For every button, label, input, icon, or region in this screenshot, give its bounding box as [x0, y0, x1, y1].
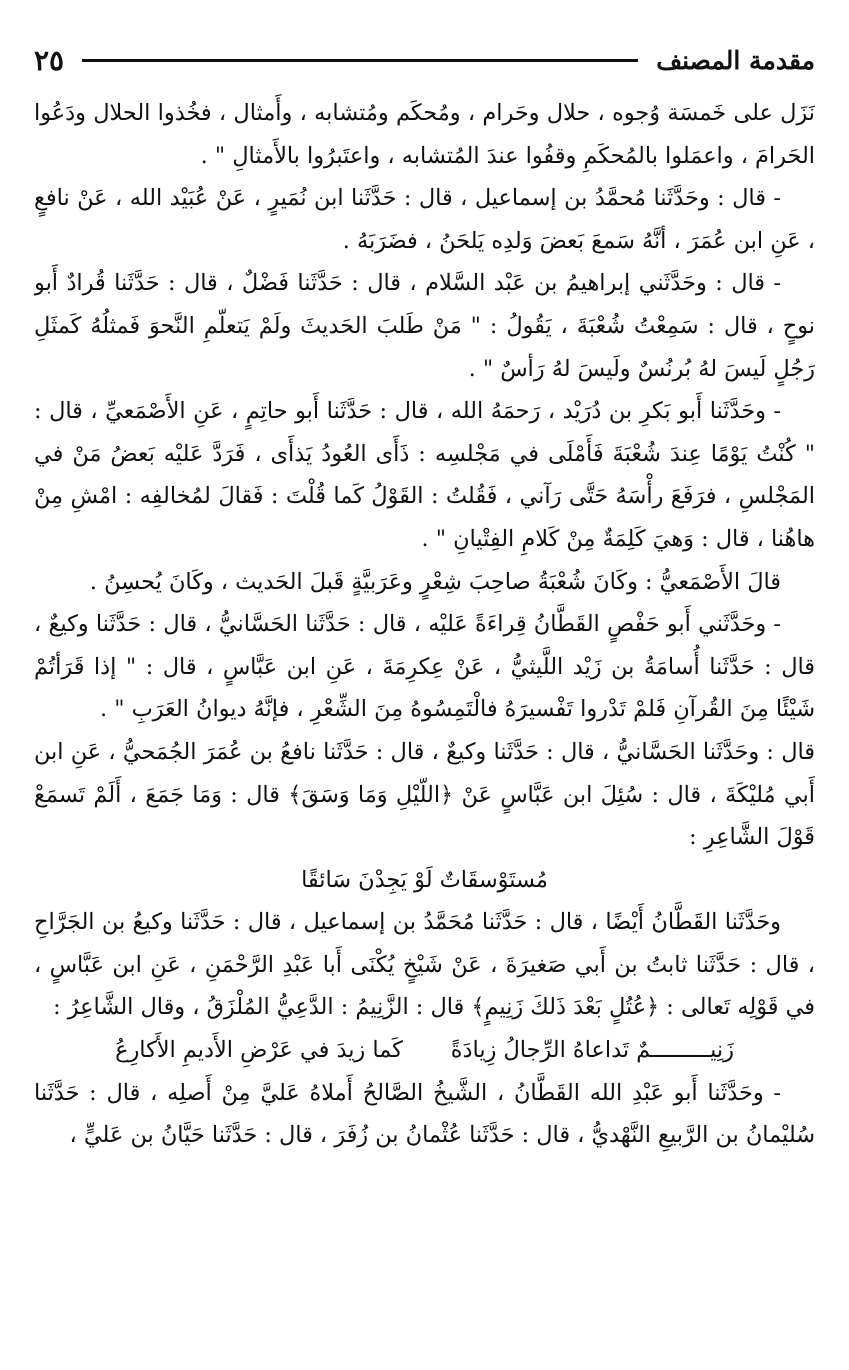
paragraph: نَزَل على خَمسَة وُجوه ، حلال وحَرام ، ومُحكَم ومُتشابه ، وأَمثال ، فخُذوا الحلال ودَعُوا الحَرامَ ، واعمَلوا بالمُحكَمِ وقفُوا عندَ المُتشابه ، واعتَبرُوا بالأَمثالِ " .: [34, 100, 815, 169]
paragraph: قالَ الأَصْمَعيُّ : وكَانَ شُعْبَةُ صاحِبَ شِعْرٍ وعَرَبيَّةٍ قَبلَ الحَديث ، وكَانَ يُحسِنُ .: [89, 568, 781, 595]
page-header: [34, 28, 815, 92]
paragraph: - وحَدَّثَني أَبو حَفْصٍ القَطَّانُ قِراءَةً عَليْه ، قال : حَدَّثَنا الحَسَّانيُّ ، قال : حَدَّثَنا وكيعٌ ، قال : حَدَّثَنا أُسامَةُ بن زَيْد اللَّيثيُّ ، عَنْ عِكرِمَةَ ، عَنِ ابن عَبَّاسٍ ، قال : " إذا قَرَأتُمْ شَيْئًا مِنَ القُرآنِ فَلمْ تَدْروا تَفْسيرَهُ فالْتَمِسُوهُ مِنَ الشِّعْرِ ، فإنَّهُ ديوانُ العَرَبِ " .: [34, 611, 815, 723]
header-rule: [82, 59, 638, 62]
page-body: [34, 92, 815, 1157]
paragraph: قال : وحَدَّثَنا الحَسَّانيُّ ، قال : حَدَّثَنا وكيعٌ ، قال : حَدَّثَنا نافعُ بن عُمَرَ الجُمَحيُّ ، عَنِ ابن أَبي مُليْكَةَ ، قال : سُئِلَ ابن عَبَّاسٍ عَنْ ﴿اللّيْلِ وَمَا وَسَقَ﴾ قال : وَمَا جَمَعَ ، أَلَمْ تَسمَعْ قَوْلَ الشَّاعِرِ :: [34, 738, 815, 851]
verse-line: مُستَوْسقَاتٌ لَوْ يَجِدْنَ سَائقًا: [301, 866, 548, 893]
page-number: ٢٥: [34, 43, 65, 77]
verse-couplet: [34, 1029, 815, 1072]
chapter-title: مقدمة المصنف: [656, 45, 815, 75]
paragraph: - وحَدَّثَنا أَبو عَبْدِ الله القَطَّانُ ، الشَّيخُ الصَّالحُ أَملاهُ عَليَّ مِنْ أَصلِه ، قال : حَدَّثَنا سُليْمانُ بن الرَّبيعِ النَّهْديُّ ، قال : حَدَّثَنا عُثْمانُ بن زُفَرَ ، قال : حَدَّثَنا حَيَّانُ بن عَليٍّ ،: [34, 1079, 815, 1149]
verse-second-hemistich: كَما زيدَ في عَرْضِ الأَديمِ الأَكارِعُ: [115, 1037, 403, 1064]
paragraph: وحَدَّثَنا القَطَّانُ أَيْضًا ، قال : حَدَّثَنا مُحَمَّدُ بن إسماعيل ، قال : حَدَّثَنا وكيعُ بن الجَرَّاحِ ، قال : حَدَّثَنا ثابتُ بن أَبي صَغيرَةَ ، عَنْ شَيْخٍ يُكْنَى أَبا عَبْدِ الرَّحْمَنِ ، عَنِ ابن عَبَّاسٍ ، في قَوْلِه تَعالى : ﴿عُتُلٍ بَعْدَ ذَلكَ زَنِيمٍ﴾ قال : الزَّنِيمُ : الدَّعِيُّ المُلْزَقُ ، وقال الشَّاعِرُ :: [34, 909, 815, 1021]
paragraph: - قال : وحَدَّثَنا مُحمَّدُ بن إسماعيل ، قال : حَدَّثَنا ابن نُمَيرٍ ، عَنْ عُبَيْد الله ، عَنْ نافعٍ ، عَنِ ابن عُمَرَ ، أنَّهُ سَمعَ بَعضَ وَلدِه يَلحَنُ ، فضَرَبَهُ .: [34, 185, 815, 254]
verse-first-hemistich: زَنِيـــــــــمٌ تَداعاهُ الرِّجالُ زِيادَةً: [450, 1037, 734, 1064]
paragraph: - قال : وحَدَّثَني إبراهيمُ بن عَبْد السَّلام ، قال : حَدَّثَنا فَضْلٌ ، قال : حَدَّثَنا قُرادٌ أَبو نوحٍ ، قال : سَمِعْتُ شُعْبَةَ ، يَقُولُ : " مَنْ طَلبَ الحَديثَ ولَمْ يَتعلّمِ النَّحوَ فَمثلُهُ كَمثَلِ رَجُلٍ لَيسَ لهُ بُرنُسٌ ولَيسَ لهُ رَأسٌ " .: [34, 270, 815, 382]
paragraph: - وحَدَّثَنا أَبو بَكرِ بن دُرَيْد ، رَحمَهُ الله ، قال : حَدَّثَنا أَبو حاتِمٍ ، عَنِ الأَصْمَعيِّ ، قال : " كُنْتُ يَوْمًا عِندَ شُعْبَةَ فَأَمْلَى في مَجْلسِه : ذَأَى العُودُ يَذأَى ، فَرَدَّ عَليْه بَعضُ مَنْ في المَجْلسِ ، فرَفَعَ رأْسَهُ حَتَّى رَآني ، فَقُلتُ : القَوْلُ كَما قُلْتَ : فَقالَ لمُخالفِه : امْشِ مِنْ هاهُنا ، قال : وَهيَ كَلِمَةٌ مِنْ كَلامِ الفِتْيانِ " .: [34, 398, 815, 552]
book-page: [34, 28, 815, 1358]
